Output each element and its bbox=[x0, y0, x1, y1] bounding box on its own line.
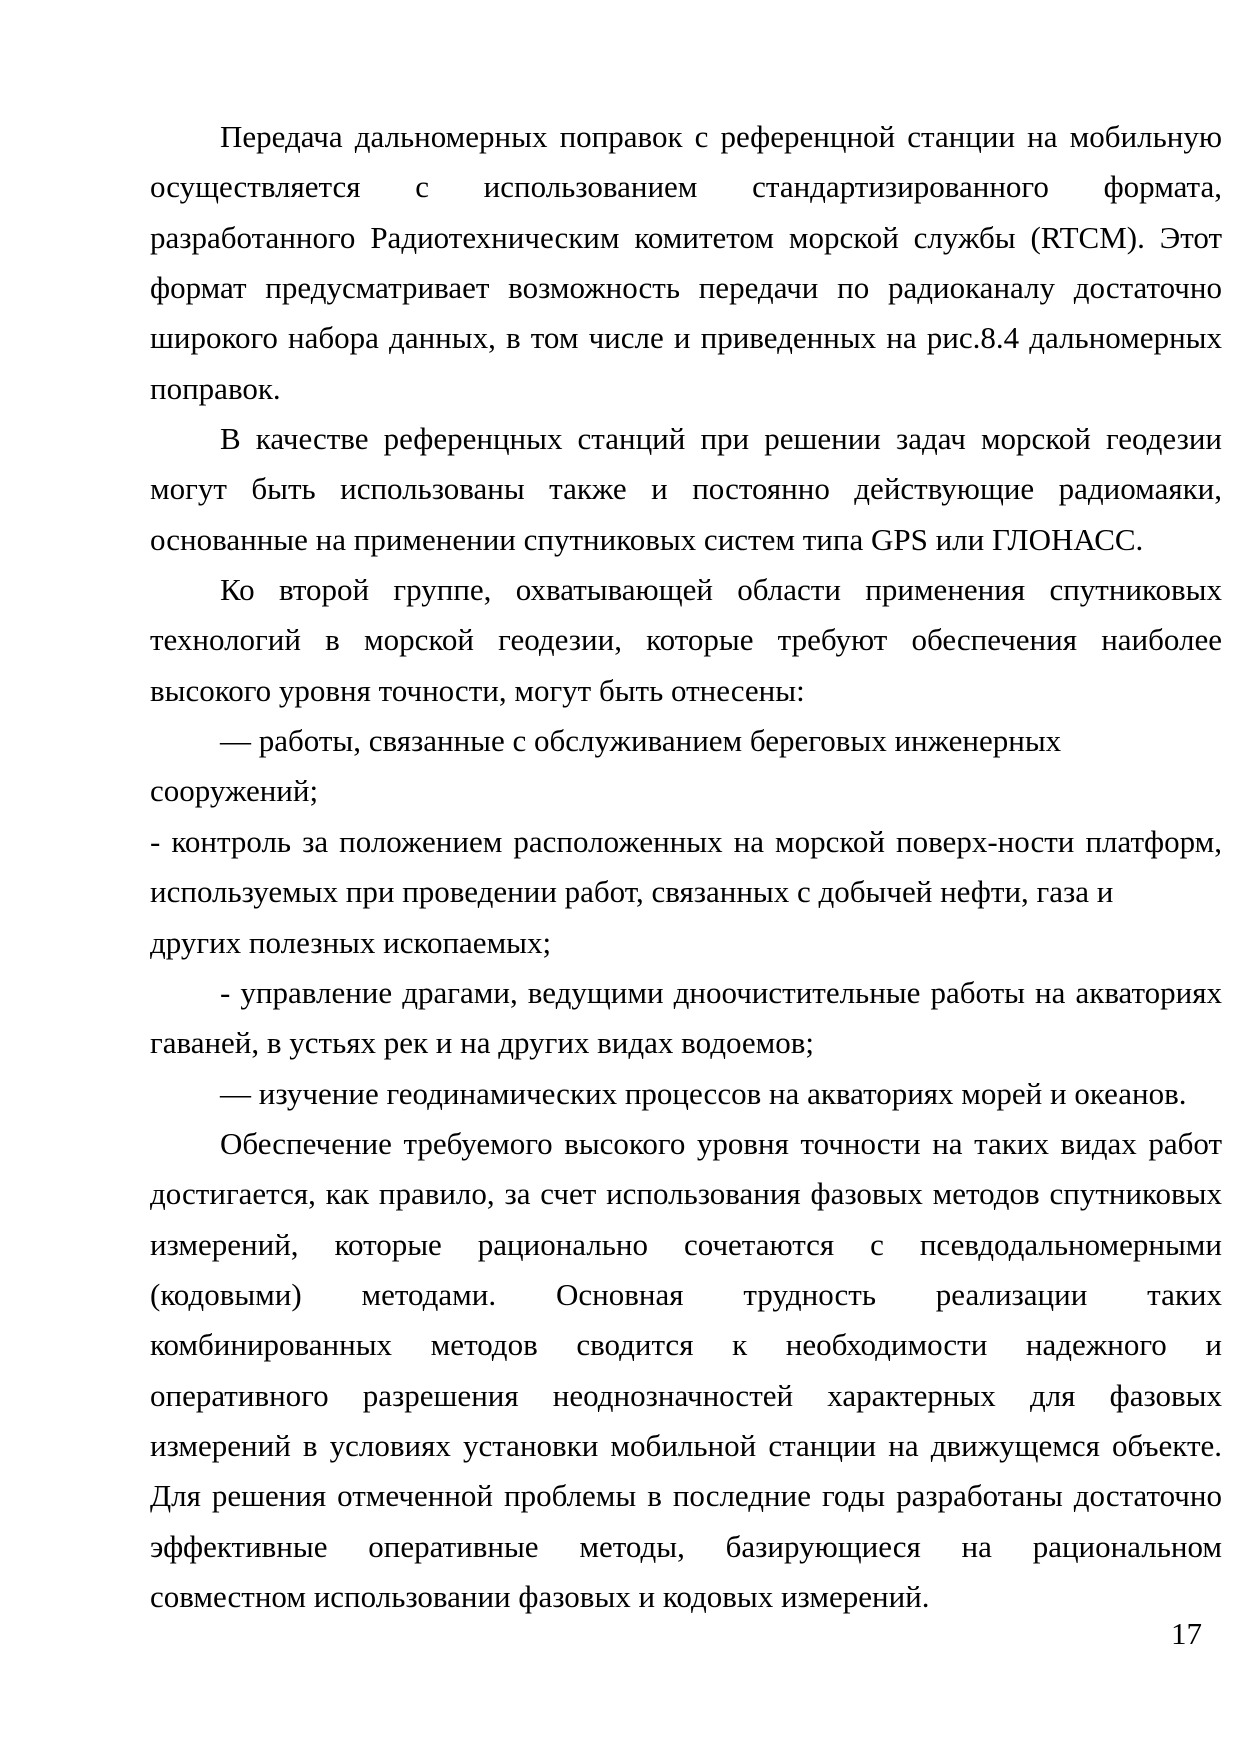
text-line: разработанного Радиотехническим комитетом морской службы (RTCM). Этот bbox=[150, 219, 1222, 255]
text-line: других полезных ископаемых; bbox=[150, 924, 552, 960]
text-line: достигается, как правило, за счет использования фазовых методов спутниковых bbox=[150, 1176, 1222, 1212]
text-line: широкого набора данных, в том числе и приведенных на рис.8.4 дальномерных bbox=[150, 320, 1222, 356]
text-line: основанные на применении спутниковых систем типа GPS или ГЛОНАСС. bbox=[150, 521, 1144, 557]
text-line: — изучение геодинамических процессов на акваториях морей и океанов. bbox=[220, 1075, 1187, 1111]
text-line: формат предусматривает возможность передачи по радиоканалу достаточно bbox=[150, 270, 1222, 306]
page-number: 17 bbox=[1171, 1616, 1202, 1651]
text-line: Передача дальномерных поправок с референцной станции на мобильную bbox=[220, 119, 1222, 154]
text-line: оперативного разрешения неоднозначностей характерных для фазовых bbox=[150, 1377, 1222, 1413]
text-line: эффективные оперативные методы, базирующиеся на рациональном bbox=[150, 1528, 1222, 1564]
text-line: могут быть использованы также и постоянно действующие радиомаяки, bbox=[150, 471, 1222, 507]
text-line: высокого уровня точности, могут быть отнесены: bbox=[150, 672, 805, 708]
text-line: сооружений; bbox=[150, 773, 319, 809]
text-line: измерений, которые рационально сочетаются с псевдодальномерными bbox=[150, 1226, 1222, 1262]
text-line: — работы, связанные с обслуживанием береговых инженерных bbox=[220, 723, 1062, 759]
text-line: гаваней, в устьях рек и на других видах водоемов; bbox=[150, 1025, 814, 1061]
text-line: Обеспечение требуемого высокого уровня точности на таких видах работ bbox=[220, 1125, 1222, 1161]
text-line: осуществляется с использованием стандартизированного формата, bbox=[150, 169, 1222, 205]
text-line: (кодовыми) методами. Основная трудность реализации таких bbox=[150, 1276, 1222, 1312]
text-line: используемых при проведении работ, связанных с добычей нефти, газа и bbox=[150, 874, 1114, 910]
text-content bbox=[150, 112, 1222, 1622]
text-line: В качестве референцных станций при решении задач морской геодезии bbox=[220, 421, 1222, 457]
text-line: совместном использовании фазовых и кодовых измерений. bbox=[150, 1578, 930, 1614]
text-line: поправок. bbox=[150, 370, 281, 406]
text-line: измерений в условиях установки мобильной станции на движущемся объекте. bbox=[150, 1427, 1222, 1463]
text-line: Ко второй группе, охватывающей области применения спутниковых bbox=[220, 572, 1222, 608]
text-line: Для решения отмеченной проблемы в последние годы разработаны достаточно bbox=[150, 1478, 1222, 1514]
text-line: комбинированных методов сводится к необходимости надежного и bbox=[150, 1327, 1222, 1363]
text-line: технологий в морской геодезии, которые требуют обеспечения наиболее bbox=[150, 622, 1222, 658]
text-line: - управление драгами, ведущими дноочистительные работы на акваториях bbox=[220, 974, 1222, 1010]
text-line: - контроль за положением расположенных на морской поверх-ности платформ, bbox=[150, 823, 1222, 859]
